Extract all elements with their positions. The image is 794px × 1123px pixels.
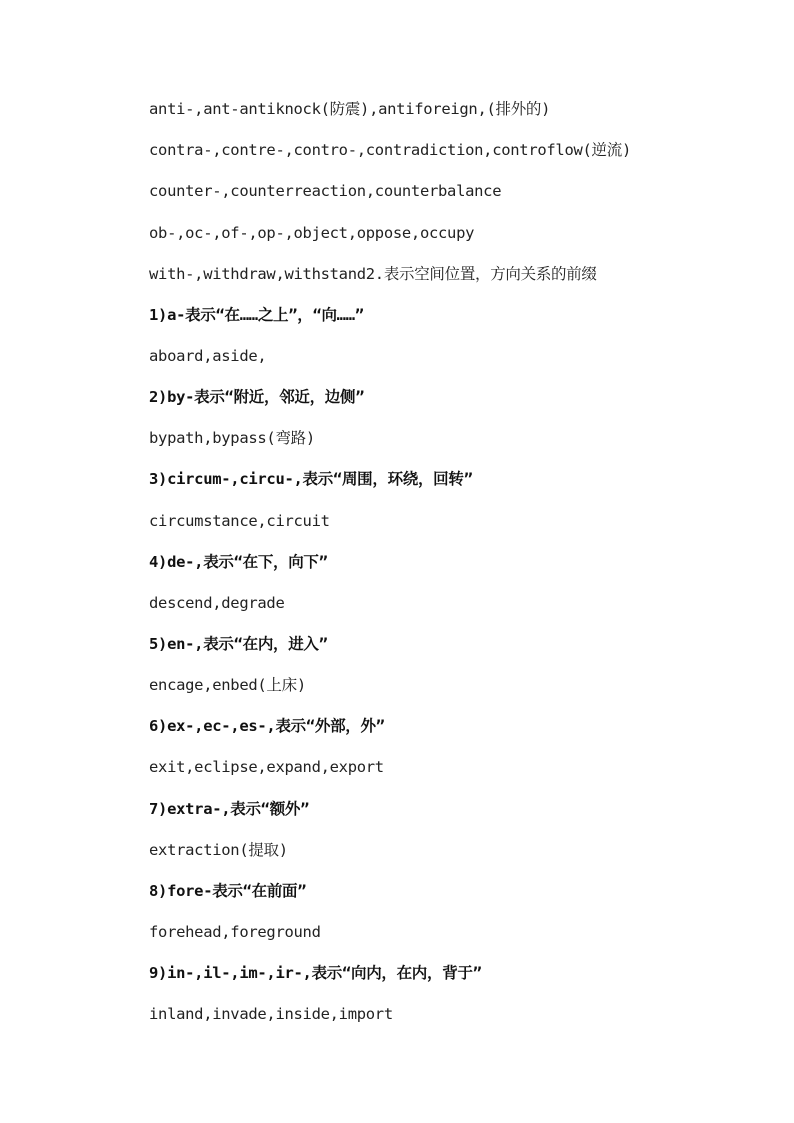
heading-3-circum: 3)circum-,circu-,表示“周围，环绕，回转” [149, 470, 473, 488]
example-line-7: extraction(提取) [149, 841, 288, 859]
example-line-6: exit,eclipse,expand,export [149, 758, 384, 776]
text-line-ob: ob-,oc-,of-,op-,object,oppose,occupy [149, 224, 475, 242]
heading-9-in: 9)in-,il-,im-,ir-,表示“向内，在内，背于” [149, 964, 482, 982]
heading-8-fore: 8)fore-表示“在前面” [149, 882, 307, 900]
example-line-1: aboard,aside, [149, 347, 267, 365]
heading-1-a: 1)a-表示“在……之上”，“向……” [149, 306, 364, 324]
heading-7-extra: 7)extra-,表示“额外” [149, 800, 310, 818]
text-line-anti: anti-,ant-antiknock(防震),antiforeign,(排外的) [149, 100, 551, 118]
text-line-counter: counter-,counterreaction,counterbalance [149, 182, 502, 200]
example-line-8: forehead,foreground [149, 923, 321, 941]
heading-2-by: 2)by-表示“附近，邻近，边侧” [149, 388, 365, 406]
heading-6-ex: 6)ex-,ec-,es-,表示“外部，外” [149, 717, 385, 735]
text-line-contra: contra-,contre-,contro-,contradiction,controflow(逆流) [149, 141, 631, 159]
example-line-2: bypath,bypass(弯路) [149, 429, 315, 447]
example-line-5: encage,enbed(上床) [149, 676, 306, 694]
example-line-4: descend,degrade [149, 594, 285, 612]
heading-4-de: 4)de-,表示“在下，向下” [149, 553, 328, 571]
example-line-3: circumstance,circuit [149, 512, 330, 530]
text-line-with: with-,withdraw,withstand2.表示空间位置，方向关系的前缀 [149, 265, 597, 283]
example-line-9: inland,invade,inside,import [149, 1005, 393, 1023]
heading-5-en: 5)en-,表示“在内，进入” [149, 635, 328, 653]
